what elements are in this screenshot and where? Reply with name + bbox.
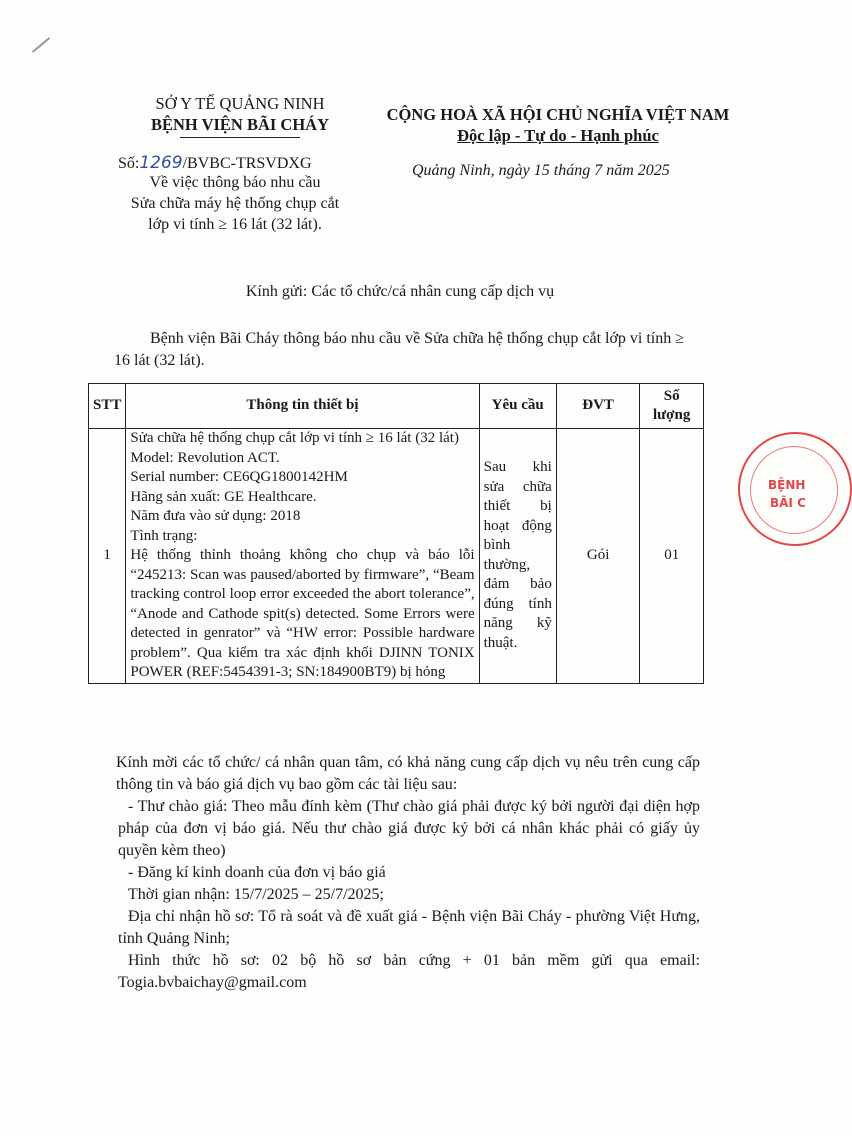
body-text [118,752,700,994]
official-stamp [738,432,852,546]
stamp-text: BỆNH [768,478,806,492]
org-name: BỆNH VIỆN BÃI CHÁY [150,115,330,134]
header-quantity: Số lượng [640,384,704,429]
receive-address: Địa chỉ nhận hồ sơ: Tổ rà soát và đề xuất giá - Bệnh viện Bãi Cháy - phường Việt Hưng, tỉnh Quảng Ninh; [118,908,700,947]
header-requirement: Yêu cầu [479,384,556,429]
equipment-table [88,383,704,684]
cell-unit: Gói [556,429,640,684]
cell-info [126,429,479,684]
intro-paragraph: Bệnh viện Bãi Cháy thông báo nhu cầu về Sửa chữa hệ thống chụp cắt lớp vi tính ≥ 16 lát (32 lát). [114,330,685,369]
table-header-row [89,384,704,429]
subject-line: Sửa chữa máy hệ thống chụp cắt [130,195,340,212]
table-row [89,429,704,684]
info-line: Sửa chữa hệ thống chụp cắt lớp vi tính ≥ 16 lát (32 lát) [130,430,459,446]
doc-number-suffix: /BVBC-TRSVDXG [182,155,312,172]
info-line: Hệ thống thỉnh thoảng không cho chụp và báo lỗi “245213: Scan was paused/aborted by firmware”, “Beam tracking control loop error exceeded the abort tolerance”, “Anode and Cathode spit(s) detected. Some Errors were detected in genrator” và “HW error: Possible hardware problem”. Qua kiểm tra xác định khối DJINN TONIX POWER (REF:5454391-3; SN:184900BT9) bị hỏng [130,547,475,680]
info-line: Hãng sản xuất: GE Healthcare. [130,488,317,505]
motto: Độc lập - Tự do - Hạnh phúc [457,126,659,145]
scan-mark [32,37,50,53]
info-line: Serial number: CE6QG1800142HM [130,469,348,485]
dateline: Quảng Ninh, ngày 15 tháng 7 năm 2025 [412,162,670,179]
issuer-block [95,93,385,138]
header-unit: ĐVT [556,384,640,429]
cell-stt: 1 [89,429,126,684]
invite-text: Kính mời các tổ chức/ cá nhân quan tâm, có khả năng cung cấp dịch vụ nêu trên cung cấp thông tin và báo giá dịch vụ bao gồm các tài liệu sau: [116,754,700,793]
subject-line: Về việc thông báo nhu cầu [149,174,321,191]
recipient: Kính gửi: Các tổ chức/cá nhân cung cấp dịch vụ [245,283,555,300]
receive-time: Thời gian nhận: 15/7/2025 – 25/7/2025; [128,886,384,903]
requirement-item: - Đăng kí kinh doanh của đơn vị báo giá [128,864,386,881]
subject [110,172,360,235]
header-info: Thông tin thiết bị [126,384,479,429]
subject-line: lớp vi tính ≥ 16 lát (32 lát). [148,216,322,233]
cell-requirement: Sau khi sửa chữa thiết bị hoạt động bình thường, đảm bảo đúng tính năng kỹ thuật. [479,429,556,684]
header-stt: STT [89,384,126,429]
document-number [118,153,312,173]
submission-format: Hình thức hồ sơ: 02 bộ hồ sơ bản cứng + 01 bản mềm gửi qua email: Togia.bvbaichay@gmail.com [118,952,700,991]
requirement-item: - Thư chào giá: Theo mẫu đính kèm (Thư chào giá phải được ký bởi người đại diện hợp pháp của đơn vị báo giá. Nếu thư chào giá được ký bởi cá nhân khác phải có giấy ủy quyền kèm theo) [118,798,700,859]
doc-number-prefix: Số: [118,155,140,172]
info-line: Tình trạng: [130,527,198,544]
national-header [368,104,748,146]
info-line: Model: Revolution ACT. [130,449,280,466]
issuer-underline [180,137,300,138]
nation-title: CỘNG HOÀ XÃ HỘI CHỦ NGHĨA VIỆT NAM [386,105,730,124]
cell-quantity: 01 [640,429,704,684]
doc-number-handwritten: 1269 [139,153,183,173]
parent-org: SỞ Y TẾ QUẢNG NINH [155,94,325,113]
stamp-text: BÃI C [770,496,806,510]
info-line: Năm đưa vào sử dụng: 2018 [130,508,301,524]
invite-paragraph [116,752,700,796]
